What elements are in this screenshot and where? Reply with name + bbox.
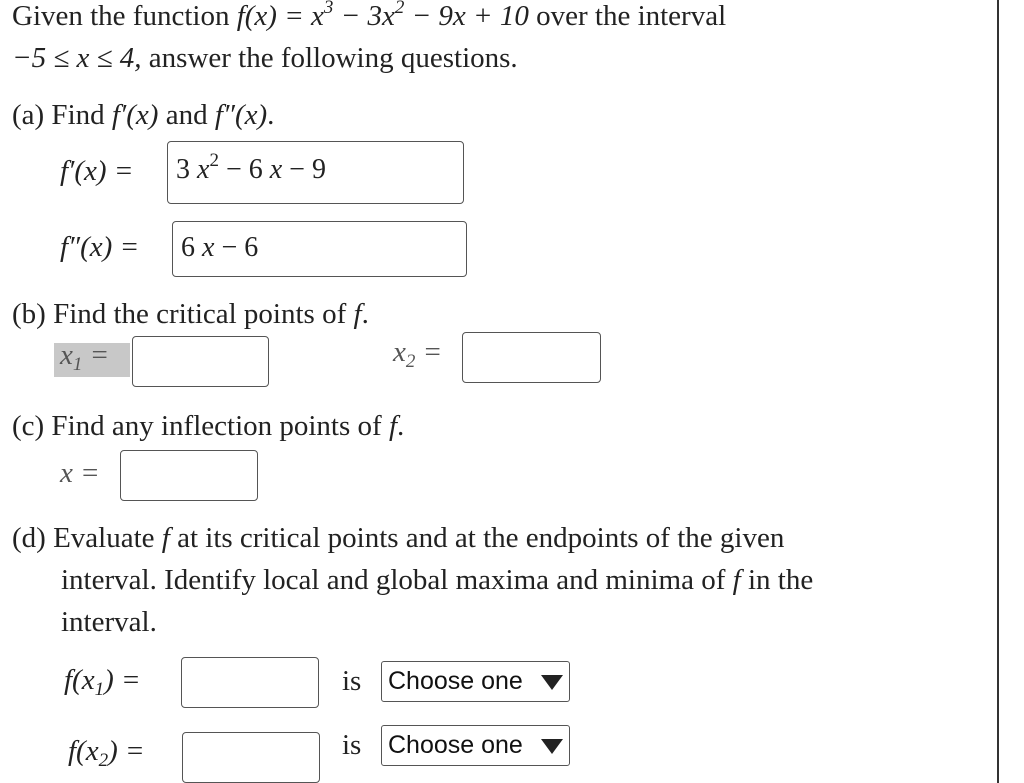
intro-prefix: Given the function (12, 0, 230, 32)
x1-answer-input[interactable] (132, 336, 269, 387)
fx2-select-label: Choose one (388, 731, 523, 759)
fprime-answer-input[interactable]: 3 $x^2 - 6$ x − 9 (167, 141, 464, 204)
inflection-answer-input[interactable] (120, 450, 258, 501)
intro-line-1 (12, 0, 726, 33)
part-d-line-2: interval. Identify local and global maxima and minima of f in the (61, 564, 814, 596)
fx1-answer-input[interactable] (181, 657, 319, 708)
right-border-line (997, 0, 999, 783)
function-definition: $f(x) = x^3 - 3x^2 - 9x + 10$ (236, 0, 529, 32)
intro-line-2 (12, 42, 518, 75)
part-d-line-3: interval. (61, 606, 157, 638)
fx1-choose-select[interactable] (381, 661, 570, 702)
part-b-prompt: (b) Find the critical points of f. (12, 298, 369, 330)
interval: −5 ≤ x ≤ 4, (12, 42, 142, 74)
x2-answer-input[interactable] (462, 332, 601, 383)
part-c-prompt: (c) Find any inflection points of f. (12, 410, 405, 442)
part-d-line-1: (d) Evaluate f at its critical points and at the endpoints of the given (12, 522, 785, 554)
fdouble-answer-input[interactable]: 6 x − 6 (172, 221, 467, 277)
fx1-select-label: Choose one (388, 667, 523, 695)
fdouble-label: f″(x) = (60, 231, 140, 263)
fx2-choose-select[interactable] (381, 725, 570, 766)
chevron-down-icon (541, 739, 563, 754)
x2-label: $x_2$ = (393, 336, 443, 372)
fx2-answer-input[interactable] (182, 732, 320, 783)
part-a-prompt: (a) Find f′(x) and f″(x). (12, 99, 275, 131)
inflection-x-label: x = (60, 457, 100, 489)
fprime-label: f′(x) = (60, 155, 134, 187)
x1-label: $x_1$ = (60, 339, 110, 375)
intro-suffix: over the interval (536, 0, 727, 32)
fx2-label: $f(x_2)$ = (68, 735, 145, 771)
fx2-is-label: is (342, 729, 362, 761)
intro-line2-suffix: answer the following questions. (148, 42, 518, 74)
fx1-is-label: is (342, 665, 362, 697)
fx1-label: $f(x_1)$ = (64, 664, 141, 700)
chevron-down-icon (541, 675, 563, 690)
